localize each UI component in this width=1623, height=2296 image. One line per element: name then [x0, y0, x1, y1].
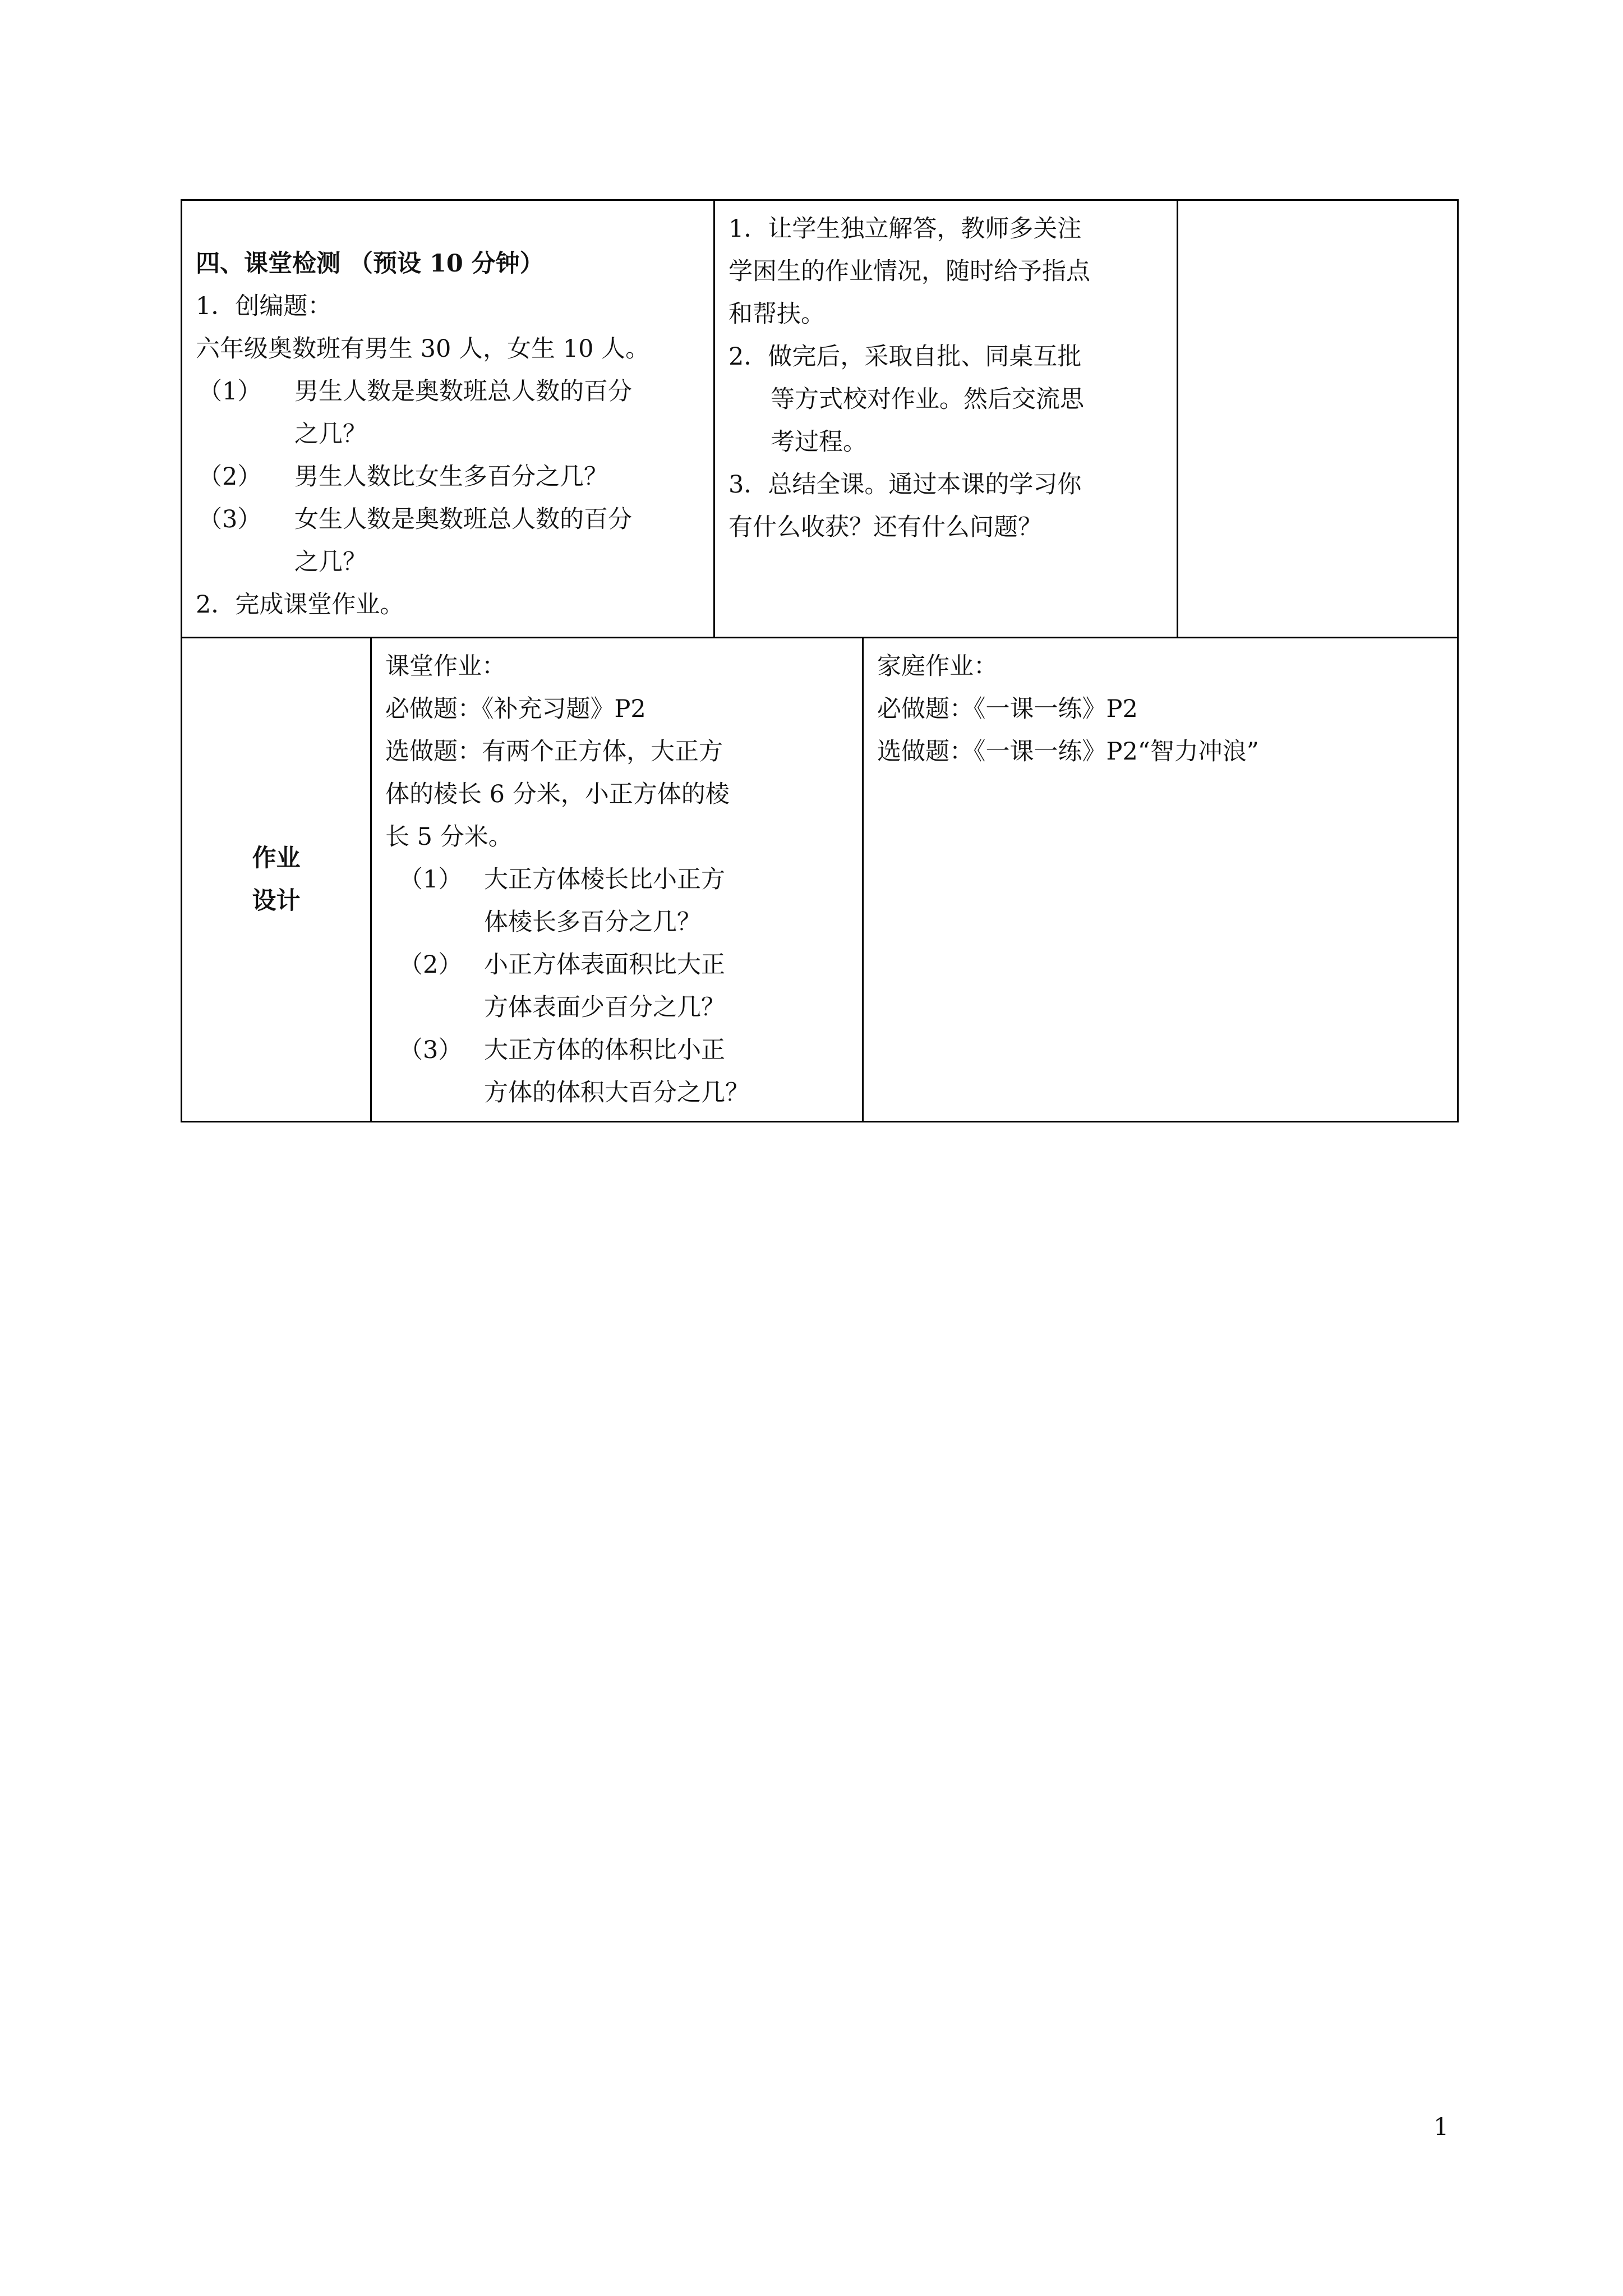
question-1-item-2 — [196, 455, 700, 498]
home-homework-optional: 选做题：《一课一练》P2“智力冲浪” — [877, 738, 1259, 766]
class-homework-item-2 — [385, 944, 849, 1029]
item-number: （1） — [198, 378, 262, 406]
item-text-continued: 体棱长多百分之几？ — [484, 908, 701, 936]
class-homework-optional: 选做题：有两个正方体，大正方 — [385, 738, 723, 766]
teacher-line: 和帮扶。 — [728, 300, 826, 328]
home-homework-cell — [863, 638, 1458, 1122]
class-homework-item-3 — [385, 1029, 849, 1114]
home-homework-heading: 家庭作业： — [877, 652, 998, 680]
homework-label-line2: 设计 — [252, 887, 301, 915]
item-text-continued: 方体的体积大百分之几？ — [484, 1079, 749, 1107]
item-text: 男生人数比女生多百分之几？ — [294, 463, 608, 491]
item-number: （2） — [399, 951, 463, 979]
teacher-line: 2．做完后，采取自批、同桌互批 — [728, 343, 1082, 371]
teacher-line: 1．让学生独立解答，教师多关注 — [728, 215, 1082, 243]
homework-row — [182, 638, 1458, 1122]
question-1-item-1 — [196, 370, 700, 455]
item-text: 大正方体棱长比小正方 — [484, 866, 725, 894]
lesson-plan-table — [181, 199, 1459, 1122]
class-homework-item-1 — [385, 858, 849, 944]
class-homework-required: 必做题：《补充习题》P2 — [385, 695, 646, 723]
teacher-line: 等方式校对作业。然后交流思 — [771, 385, 1085, 413]
question-2-label: 2．完成课堂作业。 — [196, 591, 404, 619]
item-text: 大正方体的体积比小正 — [484, 1036, 725, 1064]
page-number: 1 — [1433, 2113, 1449, 2141]
teacher-line: 有什么收获？还有什么问题？ — [728, 513, 1043, 541]
class-homework-cell — [371, 638, 863, 1122]
item-text: 小正方体表面积比大正 — [484, 951, 725, 979]
item-number: （2） — [198, 463, 262, 491]
question-1-label: 1．创编题： — [196, 292, 332, 320]
class-homework-optional: 体的棱长 6 分米，小正方体的棱 — [385, 780, 730, 808]
classroom-check-cell — [182, 200, 714, 638]
item-number: （3） — [399, 1036, 463, 1064]
section-title: 四、课堂检测 （预设 10 分钟） — [196, 250, 544, 278]
item-text-continued: 之几？ — [294, 548, 367, 576]
homework-label-line1: 作业 — [252, 844, 301, 872]
item-number: （1） — [399, 866, 463, 894]
item-text-continued: 之几？ — [294, 420, 367, 448]
teacher-line: 考过程。 — [771, 428, 868, 456]
item-text-continued: 方体表面少百分之几？ — [484, 993, 725, 1022]
teacher-activity-cell — [714, 200, 1178, 638]
question-1-intro: 六年级奥数班有男生 30 人，女生 10 人。 — [196, 335, 650, 363]
homework-label-cell — [182, 638, 371, 1122]
item-text: 女生人数是奥数班总人数的百分 — [294, 505, 632, 533]
classroom-check-row — [182, 200, 1458, 638]
class-homework-heading: 课堂作业： — [385, 652, 506, 680]
notes-cell — [1178, 200, 1458, 638]
item-number: （3） — [198, 505, 262, 533]
class-homework-optional: 长 5 分米。 — [385, 823, 513, 851]
question-1-item-3 — [196, 498, 700, 583]
home-homework-required: 必做题：《一课一练》P2 — [877, 695, 1138, 723]
teacher-line: 学困生的作业情况，随时给予指点 — [728, 257, 1091, 286]
item-text: 男生人数是奥数班总人数的百分 — [294, 378, 632, 406]
teacher-line: 3．总结全课。通过本课的学习你 — [728, 471, 1082, 499]
